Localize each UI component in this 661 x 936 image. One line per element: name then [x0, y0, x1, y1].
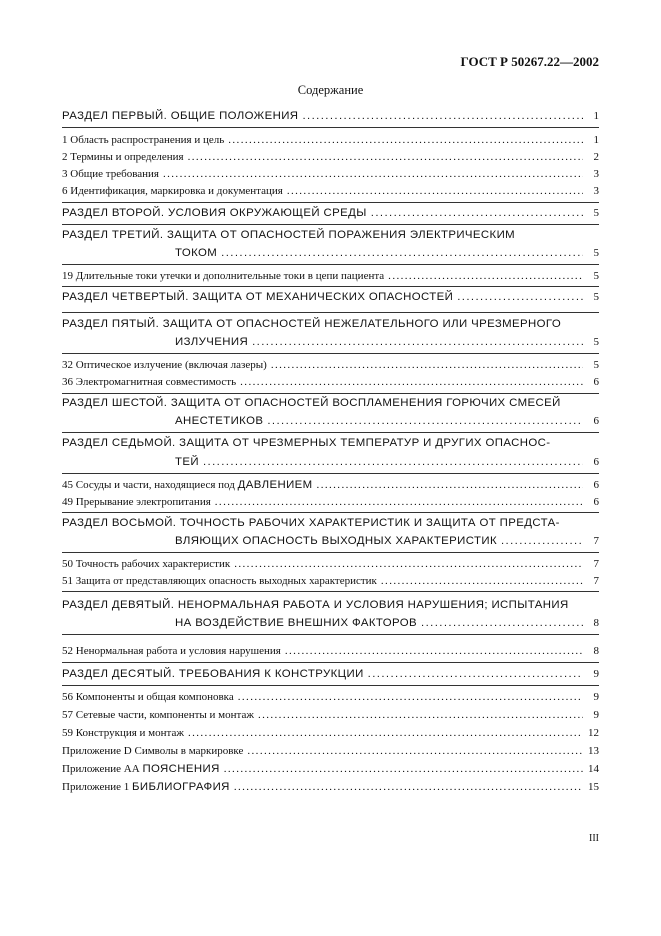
divider: [62, 432, 599, 433]
toc-page-number: 3: [593, 185, 599, 197]
toc-page-number: 7: [593, 535, 599, 547]
leader-dots: [238, 691, 583, 703]
toc-entry-text: РАЗДЕЛ ТРЕТИЙ. ЗАЩИТА ОТ ОПАСНОСТЕЙ ПОРАЖЕНИЯ ЭЛЕКТРИЧЕСКИМ: [62, 229, 516, 241]
toc-section-1[interactable]: [62, 110, 599, 122]
toc-item-3[interactable]: [62, 168, 599, 180]
toc-item-57[interactable]: [62, 709, 599, 721]
toc-item-45[interactable]: [62, 479, 599, 491]
toc-section-6-cont[interactable]: [175, 415, 599, 427]
toc-page-number: 3: [593, 168, 599, 180]
divider: [62, 312, 599, 313]
divider: [62, 393, 599, 394]
divider: [62, 634, 599, 635]
toc-entry-text: 36 Электромагнитная совместимость: [62, 376, 237, 388]
toc-entry-text: Приложение АА: [62, 763, 140, 775]
toc-section-10[interactable]: [62, 668, 599, 680]
toc-page-number: 8: [593, 645, 599, 657]
toc-page-number: 5: [593, 291, 599, 303]
divider: [62, 512, 599, 513]
toc-appendix-d[interactable]: [62, 745, 599, 757]
toc-item-52[interactable]: [62, 645, 599, 657]
toc-entry-text: 51 Защита от представляющих опасность выходных характеристик: [62, 575, 377, 587]
toc-section-3[interactable]: [62, 229, 599, 241]
toc-item-6[interactable]: [62, 185, 599, 197]
toc-entry-text: 6 Идентификация, маркировка и документация: [62, 185, 283, 197]
toc-entry-text: Приложение 1: [62, 781, 130, 793]
toc-entry-caps: БИБЛИОГРАФИЯ: [132, 781, 230, 793]
leader-dots: [267, 415, 583, 427]
toc-entry-text: РАЗДЕЛ ПЕРВЫЙ. ОБЩИЕ ПОЛОЖЕНИЯ: [62, 110, 299, 122]
toc-entry-text: РАЗДЕЛ ДЕСЯТЫЙ. ТРЕБОВАНИЯ К КОНСТРУКЦИИ: [62, 668, 364, 680]
leader-dots: [163, 168, 583, 180]
leader-dots: [221, 247, 583, 259]
toc-entry-text: 19 Длительные токи утечки и дополнительные токи в цепи пациента: [62, 270, 385, 282]
toc-section-2[interactable]: [62, 207, 599, 219]
toc-entry-text: РАЗДЕЛ ПЯТЫЙ. ЗАЩИТА ОТ ОПАСНОСТЕЙ НЕЖЕЛАТЕЛЬНОГО ИЛИ ЧРЕЗМЕРНОГО: [62, 318, 562, 330]
leader-dots: [258, 709, 583, 721]
toc-entry-text: РАЗДЕЛ ШЕСТОЙ. ЗАЩИТА ОТ ОПАСНОСТЕЙ ВОСПЛАМЕНЕНИЯ ГОРЮЧИХ СМЕСЕЙ: [62, 397, 561, 409]
leader-dots: [388, 270, 583, 282]
toc-section-9-cont[interactable]: [175, 617, 599, 629]
toc-entry-text: 52 Ненормальная работа и условия нарушения: [62, 645, 281, 657]
toc-entry-text: 32 Оптическое излучение (включая лазеры): [62, 359, 267, 371]
toc-entry-text: 56 Компоненты и общая компоновка: [62, 691, 234, 703]
leader-dots: [501, 535, 583, 547]
leader-dots: [371, 207, 583, 219]
page-number: III: [589, 833, 599, 844]
toc-entry-text: 3 Общие требования: [62, 168, 159, 180]
leader-dots: [317, 479, 583, 491]
toc-entry-text: 2 Термины и определения: [62, 151, 184, 163]
toc-item-32[interactable]: [62, 359, 599, 371]
leader-dots: [285, 645, 583, 657]
toc-page-number: 7: [593, 558, 599, 570]
divider: [62, 286, 599, 287]
toc-entry-text: РАЗДЕЛ ЧЕТВЕРТЫЙ. ЗАЩИТА ОТ МЕХАНИЧЕСКИХ ОПАСНОСТЕЙ: [62, 291, 454, 303]
toc-entry-text: 45 Сосуды и части, находящиеся под: [62, 479, 235, 491]
toc-appendix-aa[interactable]: [62, 763, 599, 775]
toc-page-number: 5: [593, 336, 599, 348]
leader-dots: [457, 291, 583, 303]
leader-dots: [302, 110, 583, 122]
toc-section-5[interactable]: [62, 318, 599, 330]
leader-dots: [271, 359, 583, 371]
toc-entry-text: 57 Сетевые части, компоненты и монтаж: [62, 709, 254, 721]
toc-page-number: 1: [593, 134, 599, 146]
toc-page-number: 9: [593, 668, 599, 680]
toc-entry-text: ТОКОМ: [175, 247, 218, 259]
toc-item-59[interactable]: [62, 727, 599, 739]
toc-item-1[interactable]: [62, 134, 599, 146]
toc-page-number: 6: [593, 496, 599, 508]
leader-dots: [421, 617, 583, 629]
leader-dots: [240, 376, 583, 388]
toc-page-number: 5: [593, 207, 599, 219]
toc-entry-text: Приложение D Символы в маркировке: [62, 745, 244, 757]
toc-item-36[interactable]: [62, 376, 599, 388]
toc-entry-text: РАЗДЕЛ ДЕВЯТЫЙ. НЕНОРМАЛЬНАЯ РАБОТА И УСЛОВИЯ НАРУШЕНИЯ; ИСПЫТАНИЯ: [62, 599, 569, 611]
divider: [62, 224, 599, 225]
toc-page-number: 6: [593, 376, 599, 388]
toc-page-number: 5: [593, 247, 599, 259]
contents-title: Содержание: [297, 83, 364, 97]
leader-dots: [287, 185, 583, 197]
toc-page-number: 8: [593, 617, 599, 629]
toc-page-number: 5: [593, 359, 599, 371]
toc-entry-text: НА ВОЗДЕЙСТВИЕ ВНЕШНИХ ФАКТОРОВ: [175, 617, 417, 629]
toc-page-number: 9: [593, 709, 599, 721]
leader-dots: [188, 727, 583, 739]
toc-entry-text: РАЗДЕЛ СЕДЬМОЙ. ЗАЩИТА ОТ ЧРЕЗМЕРНЫХ ТЕМПЕРАТУР И ДРУГИХ ОПАСНОС-: [62, 437, 551, 449]
toc-entry-caps: ПОЯСНЕНИЯ: [142, 763, 220, 775]
toc-entry-text: 49 Прерывание электропитания: [62, 496, 211, 508]
toc-page-number: 7: [593, 575, 599, 587]
toc-entry-text: ИЗЛУЧЕНИЯ: [175, 336, 249, 348]
toc-item-51[interactable]: [62, 575, 599, 587]
toc-page-number: 9: [593, 691, 599, 703]
toc-section-8-cont[interactable]: [175, 535, 599, 547]
toc-page-number: 14: [588, 763, 599, 775]
divider: [62, 662, 599, 663]
toc-section-7-cont[interactable]: [175, 456, 599, 468]
leader-dots: [228, 134, 583, 146]
toc-section-4[interactable]: [62, 291, 599, 303]
leader-dots: [247, 745, 583, 757]
toc-appendix-1[interactable]: [62, 781, 599, 793]
toc-entry-caps: ДАВЛЕНИЕМ: [237, 479, 313, 491]
toc-entry-text: РАЗДЕЛ ВТОРОЙ. УСЛОВИЯ ОКРУЖАЮЩЕЙ СРЕДЫ: [62, 207, 367, 219]
divider: [62, 202, 599, 203]
toc-item-2[interactable]: [62, 151, 599, 163]
toc-page-number: 12: [588, 727, 599, 739]
toc-section-7[interactable]: [62, 437, 599, 449]
toc-page-number: 5: [593, 270, 599, 282]
toc-page-number: 13: [588, 745, 599, 757]
divider: [62, 353, 599, 354]
toc-section-5-cont[interactable]: [175, 336, 599, 348]
leader-dots: [234, 558, 583, 570]
toc-item-50[interactable]: [62, 558, 599, 570]
toc-entry-text: АНЕСТЕТИКОВ: [175, 415, 264, 427]
leader-dots: [252, 336, 583, 348]
toc-section-9[interactable]: [62, 599, 599, 611]
toc-entry-text: 50 Точность рабочих характеристик: [62, 558, 231, 570]
divider: [62, 127, 599, 128]
divider: [62, 552, 599, 553]
toc-section-3-cont[interactable]: [175, 247, 599, 259]
divider: [62, 685, 599, 686]
toc-page-number: 6: [593, 415, 599, 427]
leader-dots: [188, 151, 583, 163]
toc-entry-text: 59 Конструкция и монтаж: [62, 727, 184, 739]
toc-entry-text: ВЛЯЮЩИХ ОПАСНОСТЬ ВЫХОДНЫХ ХАРАКТЕРИСТИК: [175, 535, 497, 547]
toc-page-number: 6: [593, 456, 599, 468]
toc-item-49[interactable]: [62, 496, 599, 508]
toc-page-number: 1: [593, 110, 599, 122]
leader-dots: [381, 575, 583, 587]
toc-item-19[interactable]: [62, 270, 599, 282]
toc-section-6[interactable]: [62, 397, 599, 409]
document-header: ГОСТ Р 50267.22—2002: [460, 54, 599, 69]
toc-page-number: 15: [588, 781, 599, 793]
toc-entry-text: ТЕЙ: [175, 456, 199, 468]
leader-dots: [215, 496, 583, 508]
leader-dots: [203, 456, 583, 468]
toc-page-number: 2: [593, 151, 599, 163]
toc-entry-text: РАЗДЕЛ ВОСЬМОЙ. ТОЧНОСТЬ РАБОЧИХ ХАРАКТЕРИСТИК И ЗАЩИТА ОТ ПРЕДСТА-: [62, 517, 560, 529]
divider: [62, 473, 599, 474]
toc-page-number: 6: [593, 479, 599, 491]
toc-entry-text: 1 Область распространения и цель: [62, 134, 225, 146]
divider: [62, 264, 599, 265]
leader-dots: [234, 781, 583, 793]
toc-section-8[interactable]: [62, 517, 599, 529]
leader-dots: [368, 668, 583, 680]
toc-item-56[interactable]: [62, 691, 599, 703]
divider: [62, 591, 599, 592]
leader-dots: [224, 763, 583, 775]
